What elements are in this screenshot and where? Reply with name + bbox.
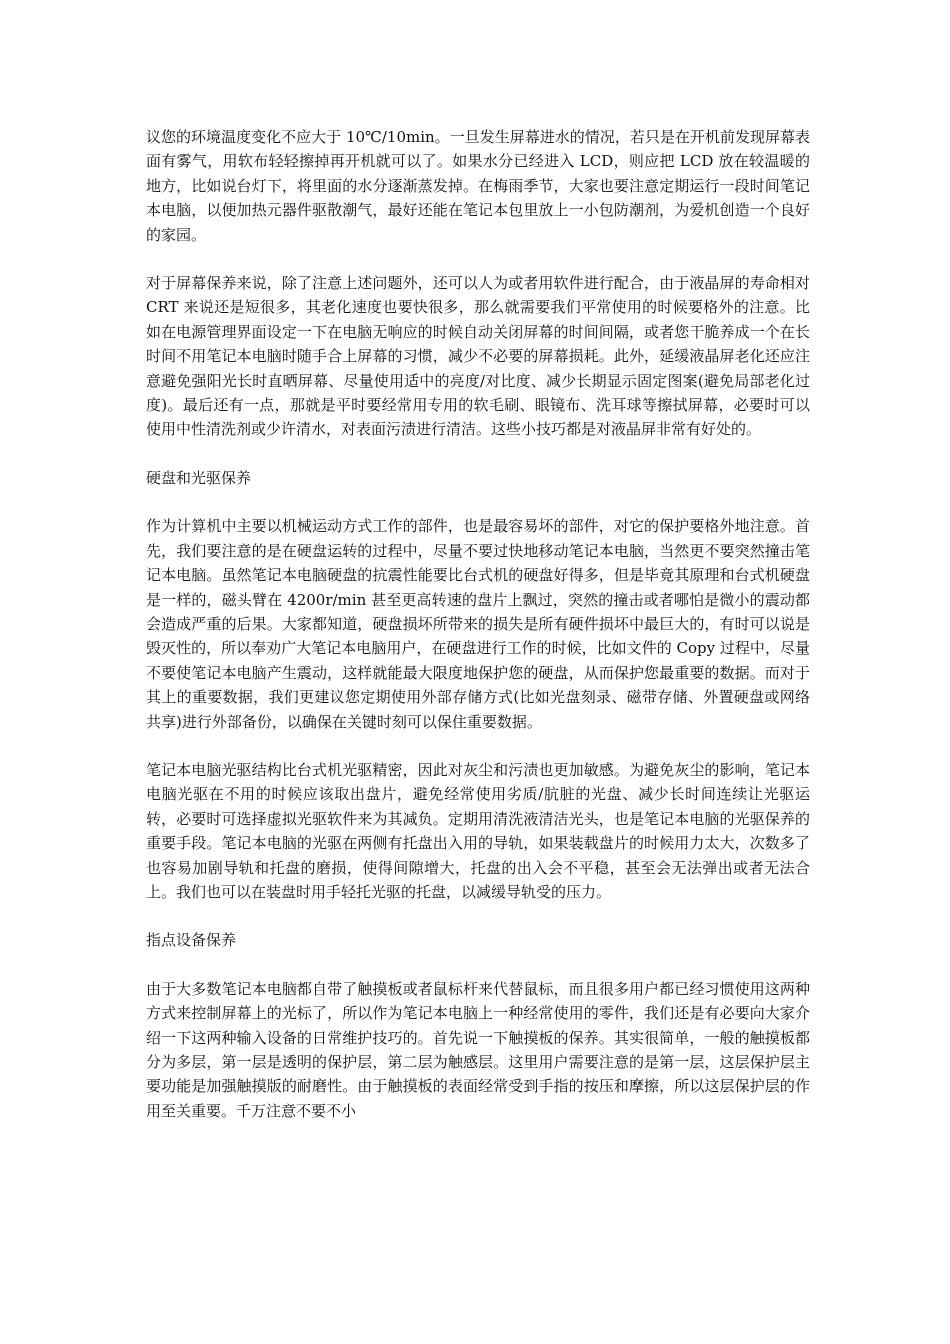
paragraph-gap bbox=[146, 734, 810, 758]
paragraph-gap bbox=[146, 247, 810, 271]
paragraph-optical-drive-care: 笔记本电脑光驱结构比台式机光驱精密，因此对灰尘和污渍也更加敏感。为避免灰尘的影响，笔记本电脑光驱在不用的时候应该取出盘片，避免经常使用劣质/肮脏的光盘、减少长时间连续让光驱运转，必要时可选择虚拟光驱软件来为其减负。定期用清洗液清洁光头，也是笔记本电脑的光驱保养的重要手段。笔记本电脑的光驱在两侧有托盘出入用的导轨，如果装载盘片的时候用力太大，次数多了也容易加剧导轨和托盘的磨损，使得间隙增大，托盘的出入会不平稳，甚至会无法弹出或者无法合上。我们也可以在装盘时用手轻托光驱的托盘，以减缓导轨受的压力。 bbox=[146, 760, 810, 901]
paragraph-gap bbox=[146, 904, 810, 928]
paragraph-screen-care: 对于屏幕保养来说，除了注意上述问题外，还可以人为或者用软件进行配合，由于液晶屏的寿命相对 CRT 来说还是短很多，其老化速度也要快很多，那么就需要我们平常使用的时候要格外的注意。比如在电源管理界面设定一下在电脑无响应的时候自动关闭屏幕的时间间隔，或者您干脆养成一个在长时间不用笔记本电脑时随手合上屏幕的习惯，减少不必要的屏幕损耗。此外，延缓液晶屏老化还应注意避免强阳光长时直晒屏幕、尽量使用适中的亮度/对比度、减少长期显示固定图案(避免局部老化过度)。最后还有一点，那就是平时要经常用专用的软毛刷、眼镜布、洗耳球等擦拭屏幕，必要时可以使用中性清洗剂或少许清水，对表面污渍进行清洁。这些小技巧都是对液晶屏非常有好处的。 bbox=[146, 274, 810, 439]
section-heading-disk-drive: 硬盘和光驱保养 bbox=[146, 468, 252, 487]
paragraph-hard-disk-care: 作为计算机中主要以机械运动方式工作的部件，也是最容易坏的部件，对它的保护要格外地注意。首先，我们要注意的是在硬盘运转的过程中，尽量不要过快地移动笔记本电脑，当然更不要突然撞击笔记本电脑。虽然笔记本电脑硬盘的抗震性能要比台式机的硬盘好得多，但是毕竟其原理和台式机硬盘是一样的，磁头臂在 4200r/min 甚至更高转速的盘片上飘过，突然的撞击或者哪怕是微小的震动都会造成严重的后果。大家都知道，硬盘损坏所带来的损失是所有硬件损坏中最巨大的，有时可以说是毁灭性的，所以奉劝广大笔记本电脑用户，在硬盘进行工作的时候，比如文件的 Copy 过程中，尽量不要使笔记本电脑产生震动，这样就能最大限度地保护您的硬盘，从而保护您最重要的数据。而对于其上的重要数据，我们更建议您定期使用外部存储方式(比如光盘刻录、磁带存储、外置硬盘或网络共享)进行外部备份，以确保在关键时刻可以保住重要数据。 bbox=[146, 517, 810, 731]
paragraph-screen-moisture: 议您的环境温度变化不应大于 10℃/10min。一旦发生屏幕进水的情况，若只是在开机前发现屏幕表面有雾气，用软布轻轻擦掉再开机就可以了。如果水分已经进入 LCD，则应把 LCD 放在较温暖的地方，比如说台灯下，将里面的水分逐渐蒸发掉。在梅雨季节，大家也要注意定期运行一段时间笔记本电脑，以便加热元器件驱散潮气，最好还能在笔记本包里放上一小包防潮剂，为爱机创造一个良好的家园。 bbox=[146, 128, 810, 244]
paragraph-touchpad-care: 由于大多数笔记本电脑都自带了触摸板或者鼠标杆来代替鼠标，而且很多用户都已经习惯使用这两种方式来控制屏幕上的光标了，所以作为笔记本电脑上一种经常使用的零件，我们还是有必要向大家介绍一下这两种输入设备的日常维护技巧的。首先说一下触摸板的保养。其实很简单，一般的触摸板都分为多层，第一层是透明的保护层，第二层为触感层。这里用户需要注意的是第一层，这层保护层主要功能是加强触摸版的耐磨性。由于触摸板的表面经常受到手指的按压和摩擦，所以这层保护层的作用至关重要。千万注意不要不小 bbox=[146, 979, 810, 1120]
document-page bbox=[146, 125, 810, 1123]
paragraph-gap bbox=[146, 490, 810, 514]
paragraph-gap bbox=[146, 953, 810, 977]
paragraph-gap bbox=[146, 442, 810, 466]
section-heading-pointing-device: 指点设备保养 bbox=[146, 931, 237, 950]
